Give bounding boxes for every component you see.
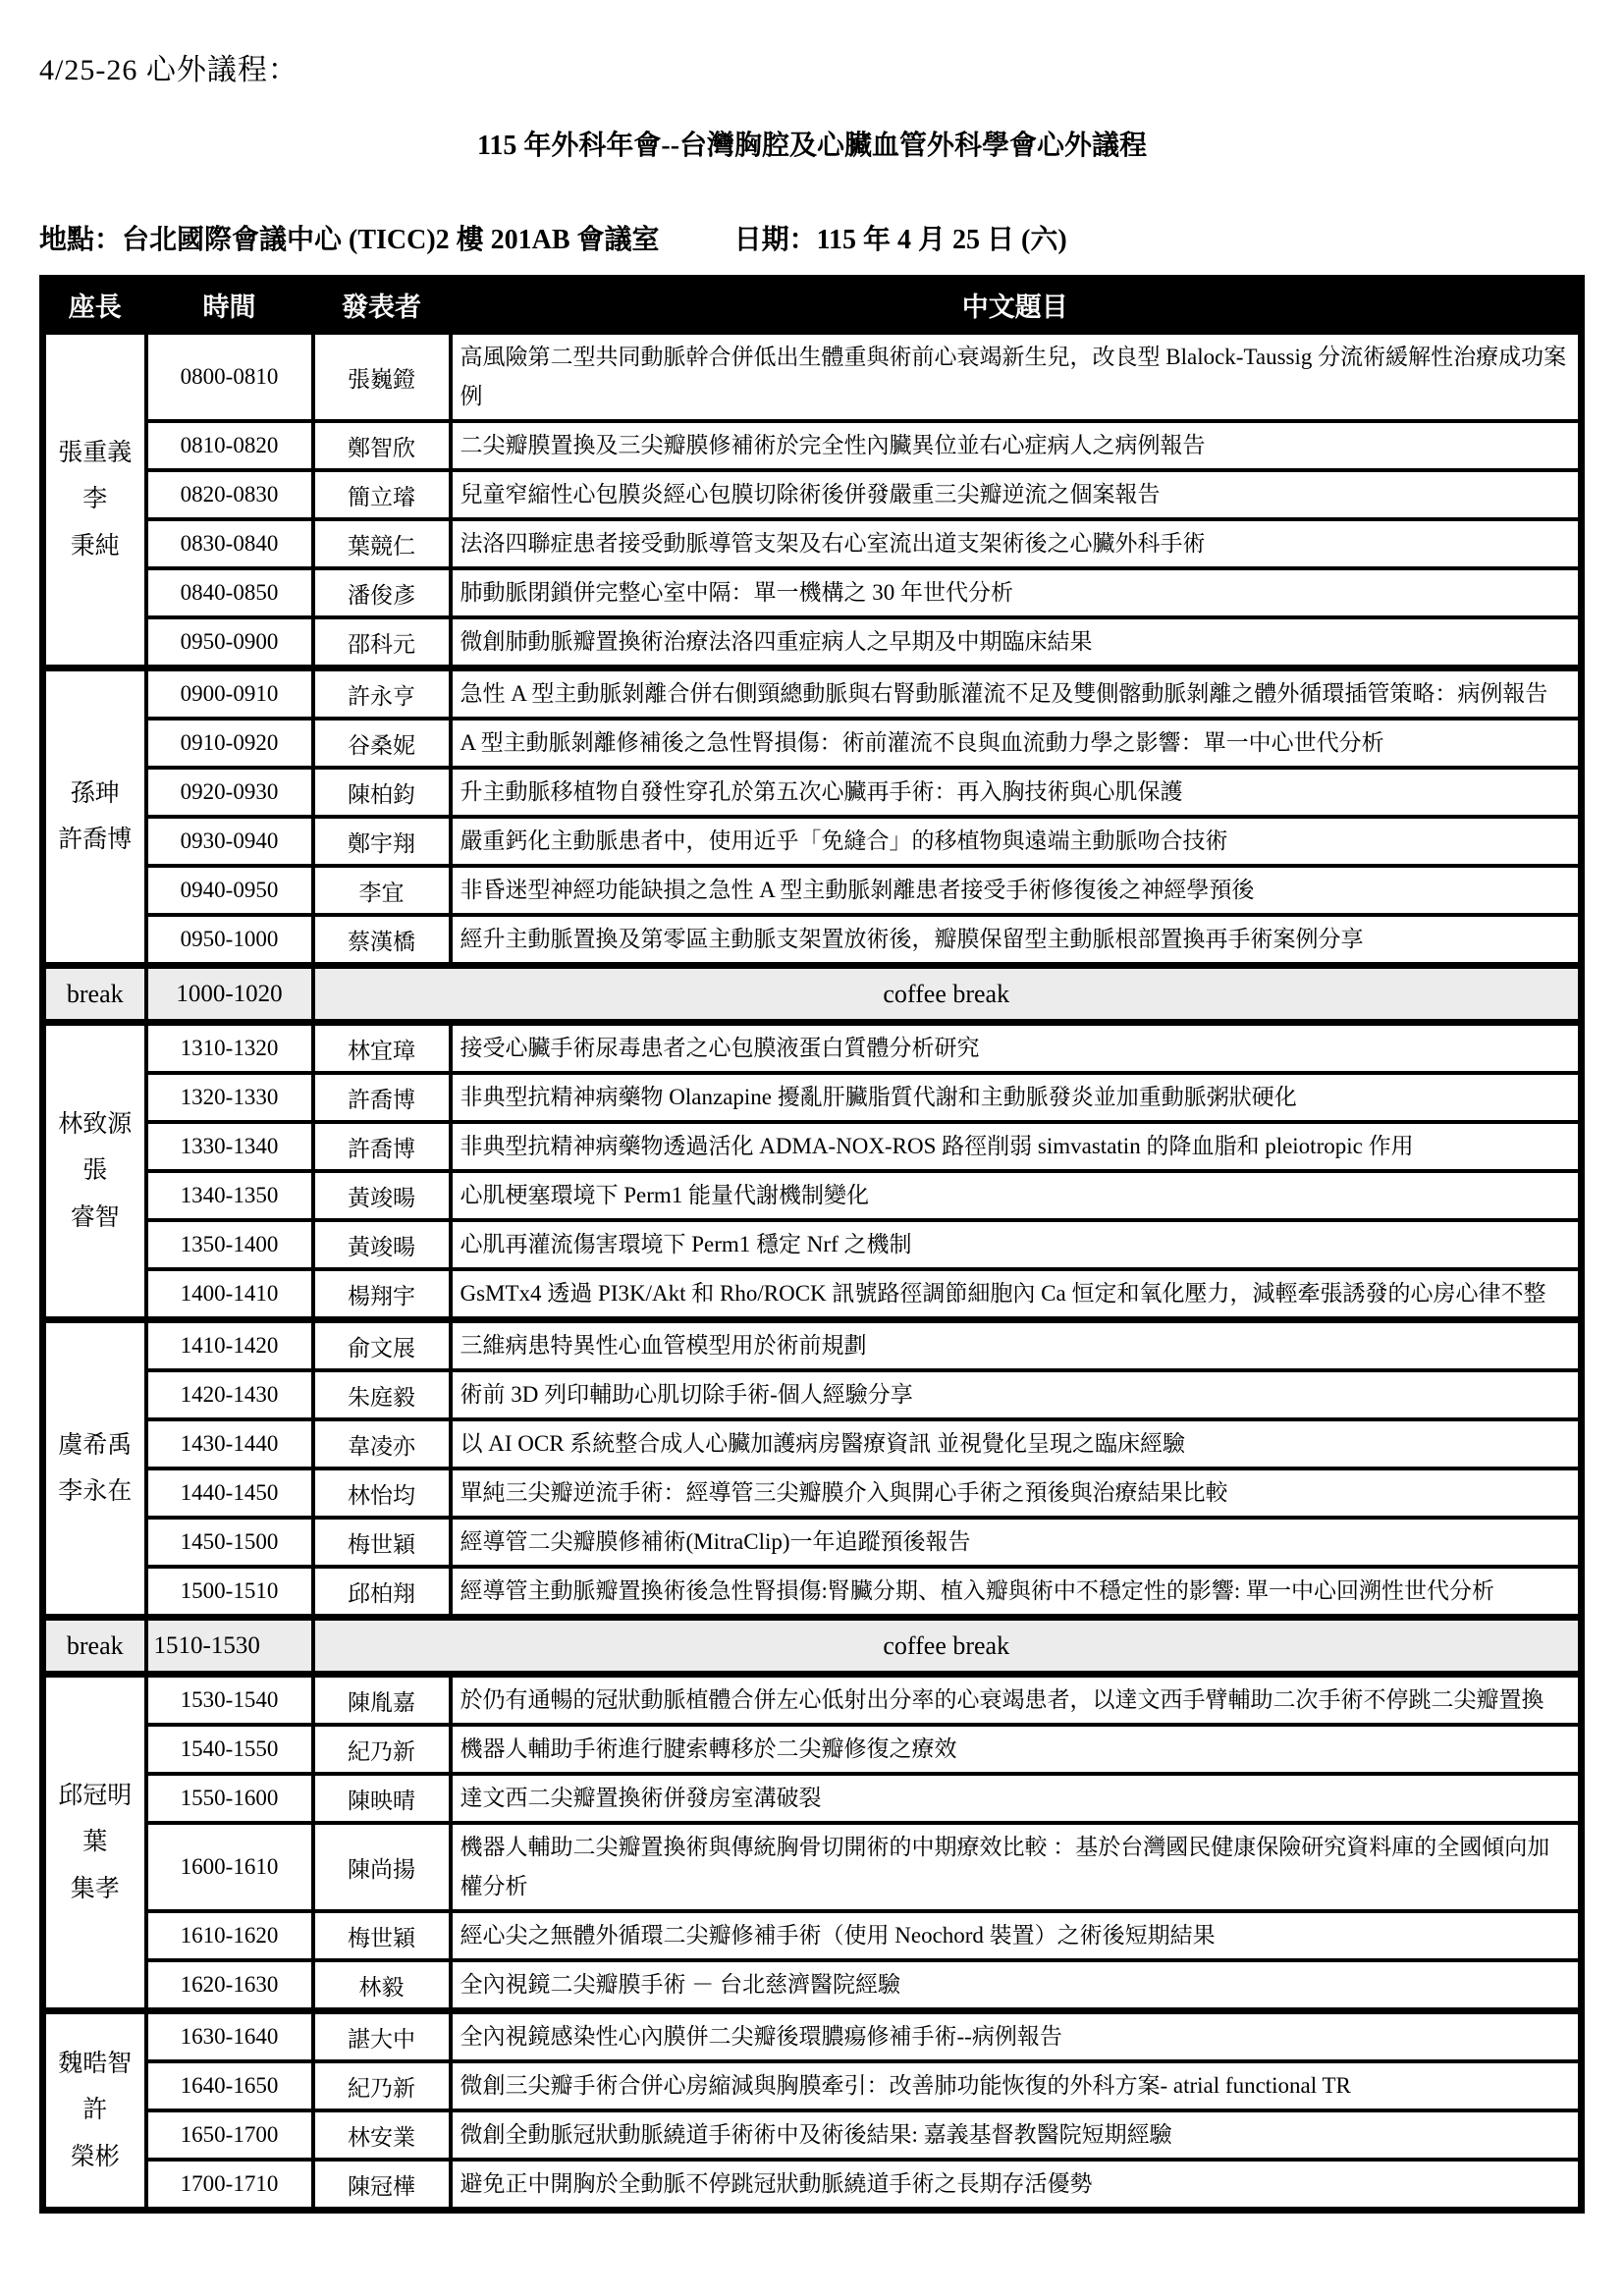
time-cell: 1630-1640 — [146, 2011, 313, 2062]
break-row — [43, 966, 1582, 1023]
session-row — [43, 768, 1582, 817]
topic-cell: 心肌梗塞環境下 Perm1 能量代謝機制變化 — [451, 1171, 1582, 1220]
topic-cell: 三維病患特異性心血管模型用於術前規劃 — [451, 1320, 1582, 1371]
presenter-cell: 邵科元 — [313, 617, 451, 668]
time-cell: 1600-1610 — [146, 1823, 313, 1911]
presenter-cell: 紀乃新 — [313, 1725, 451, 1774]
chair-name-line: 李永在 — [58, 1478, 133, 1505]
presenter-cell: 陳胤嘉 — [313, 1675, 451, 1726]
presenter-cell: 諶大中 — [313, 2011, 451, 2062]
session-row — [43, 2011, 1582, 2062]
time-cell: 1650-1700 — [146, 2110, 313, 2160]
time-cell: 1500-1510 — [146, 1567, 313, 1618]
session-row — [43, 668, 1582, 720]
topic-cell: GsMTx4 透過 PI3K/Akt 和 Rho/ROCK 訊號路徑調節細胞內 Ca 恒定和氧化壓力，減輕牽張誘發的心房心律不整 — [451, 1269, 1582, 1320]
time-cell: 1530-1540 — [146, 1675, 313, 1726]
session-row — [43, 568, 1582, 617]
topic-cell: 術前 3D 列印輔助心肌切除手術-個人經驗分享 — [451, 1370, 1582, 1419]
session-row — [43, 866, 1582, 915]
session-row — [43, 1518, 1582, 1567]
session-row — [43, 1269, 1582, 1320]
topic-cell: 非昏迷型神經功能缺損之急性 A 型主動脈剝離患者接受手術修復後之神經學預後 — [451, 866, 1582, 915]
session-row — [43, 1073, 1582, 1122]
time-cell: 1330-1340 — [146, 1122, 313, 1171]
chair-name-line: 榮彬 — [70, 2143, 120, 2170]
topic-cell: 經升主動脈置換及第零區主動脈支架置放術後，瓣膜保留型主動脈根部置換再手術案例分享 — [451, 915, 1582, 966]
presenter-cell: 林安業 — [313, 2110, 451, 2160]
time-cell: 1620-1630 — [146, 1960, 313, 2011]
topic-cell: 非典型抗精神病藥物透過活化 ADMA-NOX-ROS 路徑削弱 simvastatin 的降血脂和 pleiotropic 作用 — [451, 1122, 1582, 1171]
session-row — [43, 2160, 1582, 2211]
topic-cell: 心肌再灌流傷害環境下 Perm1 穩定 Nrf 之機制 — [451, 1220, 1582, 1269]
break-title-cell: coffee break — [313, 966, 1582, 1023]
chair-name-line: 邱冠明葉 — [58, 1782, 133, 1856]
topic-cell: 機器人輔助手術進行腱索轉移於二尖瓣修復之療效 — [451, 1725, 1582, 1774]
header-cell-topic: 中文題目 — [451, 279, 1582, 332]
topic-cell: 經心尖之無體外循環二尖瓣修補手術（使用 Neochord 裝置）之術後短期結果 — [451, 1911, 1582, 1960]
presenter-cell: 李宜 — [313, 866, 451, 915]
session-row — [43, 421, 1582, 470]
session-row — [43, 1774, 1582, 1823]
presenter-cell: 楊翔宇 — [313, 1269, 451, 1320]
session-row — [43, 1370, 1582, 1419]
chair-name-line: 集孝 — [70, 1875, 120, 1902]
time-cell: 0940-0950 — [146, 866, 313, 915]
chair-name-line: 睿智 — [70, 1203, 120, 1231]
topic-cell: 全內視鏡感染性心內膜併二尖瓣後環膿瘍修補手術--病例報告 — [451, 2011, 1582, 2062]
presenter-cell: 張巍鐙 — [313, 332, 451, 422]
top-note: 4/25-26 心外議程： — [39, 54, 298, 86]
table-header-row — [43, 279, 1582, 332]
break-time-cell: 1000-1020 — [146, 966, 313, 1023]
presenter-cell: 梅世穎 — [313, 1518, 451, 1567]
session-row — [43, 1960, 1582, 2011]
presenter-cell: 許永亨 — [313, 668, 451, 720]
session-row — [43, 617, 1582, 668]
header-cell-presenter: 發表者 — [313, 279, 451, 332]
page-title: 115 年外科年會--台灣胸腔及心臟血管外科學會心外議程 — [476, 131, 1148, 161]
topic-cell: 接受心臟手術尿毒患者之心包膜液蛋白質體分析研究 — [451, 1023, 1582, 1074]
time-cell: 0810-0820 — [146, 421, 313, 470]
break-time-cell: 1510-1530 — [146, 1618, 313, 1675]
time-cell: 1310-1320 — [146, 1023, 313, 1074]
presenter-cell: 許喬博 — [313, 1073, 451, 1122]
break-label-cell: break — [43, 966, 146, 1023]
session-row — [43, 2110, 1582, 2160]
time-cell: 1320-1330 — [146, 1073, 313, 1122]
chair-name-line: 秉純 — [70, 532, 120, 560]
time-cell: 0900-0910 — [146, 668, 313, 720]
topic-cell: 全內視鏡二尖瓣膜手術 － 台北慈濟醫院經驗 — [451, 1960, 1582, 2011]
session-row — [43, 1220, 1582, 1269]
session-row — [43, 2061, 1582, 2110]
time-cell: 1400-1410 — [146, 1269, 313, 1320]
topic-cell: 經導管二尖瓣膜修補術(MitraClip)一年追蹤預後報告 — [451, 1518, 1582, 1567]
chair-cell — [43, 1675, 146, 2011]
topic-cell: 以 AI OCR 系統整合成人心臟加護病房醫療資訊 並視覺化呈現之臨床經驗 — [451, 1419, 1582, 1468]
presenter-cell: 潘俊彥 — [313, 568, 451, 617]
time-cell: 1440-1450 — [146, 1468, 313, 1518]
session-row — [43, 1675, 1582, 1726]
session-row — [43, 332, 1582, 422]
presenter-cell: 蔡漢橋 — [313, 915, 451, 966]
topic-cell: 達文西二尖瓣置換術併發房室溝破裂 — [451, 1774, 1582, 1823]
topic-cell: A 型主動脈剝離修補後之急性腎損傷：術前灌流不良與血流動力學之影響：單一中心世代分析 — [451, 719, 1582, 768]
session-row — [43, 1468, 1582, 1518]
presenter-cell: 黃竣暘 — [313, 1171, 451, 1220]
session-row — [43, 519, 1582, 568]
topic-cell: 肺動脈閉鎖併完整心室中隔：單一機構之 30 年世代分析 — [451, 568, 1582, 617]
time-cell: 1540-1550 — [146, 1725, 313, 1774]
presenter-cell: 陳柏鈞 — [313, 768, 451, 817]
session-row — [43, 1320, 1582, 1371]
chair-name-line: 魏晧智許 — [58, 2050, 133, 2124]
topic-cell: 二尖瓣膜置換及三尖瓣膜修補術於完全性內臟異位並右心症病人之病例報告 — [451, 421, 1582, 470]
time-cell: 1340-1350 — [146, 1171, 313, 1220]
topic-cell: 非典型抗精神病藥物 Olanzapine 擾亂肝臟脂質代謝和主動脈發炎並加重動脈粥狀硬化 — [451, 1073, 1582, 1122]
chair-name-line: 林致源張 — [58, 1110, 133, 1185]
agenda-table-body — [43, 332, 1582, 2211]
time-cell: 0950-0900 — [146, 617, 313, 668]
time-cell: 1410-1420 — [146, 1320, 313, 1371]
topic-cell: 法洛四聯症患者接受動脈導管支架及右心室流出道支架術後之心臟外科手術 — [451, 519, 1582, 568]
session-row — [43, 1911, 1582, 1960]
presenter-cell: 黃竣暘 — [313, 1220, 451, 1269]
topic-cell: 微創全動脈冠狀動脈繞道手術術中及術後結果: 嘉義基督教醫院短期經驗 — [451, 2110, 1582, 2160]
presenter-cell: 梅世穎 — [313, 1911, 451, 1960]
meta-line — [39, 218, 1585, 257]
topic-cell: 避免正中開胸於全動脈不停跳冠狀動脈繞道手術之長期存活優勢 — [451, 2160, 1582, 2211]
topic-cell: 微創三尖瓣手術合併心房縮減與胸膜牽引：改善肺功能恢復的外科方案- atrial functional TR — [451, 2061, 1582, 2110]
date-text: 日期：115 年 4 月 25 日 (六) — [733, 225, 1067, 255]
session-row — [43, 1171, 1582, 1220]
time-cell: 1640-1650 — [146, 2061, 313, 2110]
chair-cell — [43, 668, 146, 966]
presenter-cell: 邱柏翔 — [313, 1567, 451, 1618]
presenter-cell: 鄭宇翔 — [313, 817, 451, 866]
topic-cell: 急性 A 型主動脈剝離合併右側頸總動脈與右腎動脈灌流不足及雙側髂動脈剝離之體外循環插管策略：病例報告 — [451, 668, 1582, 720]
time-cell: 0930-0940 — [146, 817, 313, 866]
time-cell: 1420-1430 — [146, 1370, 313, 1419]
time-cell: 0910-0920 — [146, 719, 313, 768]
header-cell-chair: 座長 — [43, 279, 146, 332]
presenter-cell: 葉競仁 — [313, 519, 451, 568]
topic-cell: 微創肺動脈瓣置換術治療法洛四重症病人之早期及中期臨床結果 — [451, 617, 1582, 668]
presenter-cell: 林宜璋 — [313, 1023, 451, 1074]
chair-name-line: 許喬博 — [58, 827, 133, 853]
time-cell: 1350-1400 — [146, 1220, 313, 1269]
topic-cell: 嚴重鈣化主動脈患者中，使用近乎「免縫合」的移植物與遠端主動脈吻合技術 — [451, 817, 1582, 866]
session-row — [43, 817, 1582, 866]
time-cell: 0800-0810 — [146, 332, 313, 422]
chair-cell — [43, 332, 146, 668]
presenter-cell: 韋凌亦 — [313, 1419, 451, 1468]
break-title-cell: coffee break — [313, 1618, 1582, 1675]
venue-text: 地點：台北國際會議中心 (TICC)2 樓 201AB 會議室 — [39, 225, 660, 255]
chair-cell — [43, 2011, 146, 2211]
presenter-cell: 簡立璿 — [313, 470, 451, 519]
time-cell: 1550-1600 — [146, 1774, 313, 1823]
time-cell: 0820-0830 — [146, 470, 313, 519]
session-row — [43, 470, 1582, 519]
time-cell: 1450-1500 — [146, 1518, 313, 1567]
presenter-cell: 鄭智欣 — [313, 421, 451, 470]
chair-name-line: 孫珅 — [70, 779, 120, 807]
break-row — [43, 1618, 1582, 1675]
session-row — [43, 1823, 1582, 1911]
header-cell-time: 時間 — [146, 279, 313, 332]
topic-cell: 兒童窄縮性心包膜炎經心包膜切除術後併發嚴重三尖瓣逆流之個案報告 — [451, 470, 1582, 519]
presenter-cell: 林毅 — [313, 1960, 451, 2011]
time-cell: 1700-1710 — [146, 2160, 313, 2211]
presenter-cell: 谷桑妮 — [313, 719, 451, 768]
chair-name-line: 虞希禹 — [58, 1431, 133, 1459]
session-row — [43, 719, 1582, 768]
chair-cell — [43, 1023, 146, 1320]
session-row — [43, 1023, 1582, 1074]
topic-cell: 高風險第二型共同動脈幹合併低出生體重與術前心衰竭新生兒，改良型 Blalock-Taussig 分流術緩解性治療成功案例 — [451, 332, 1582, 422]
session-row — [43, 1567, 1582, 1618]
chair-cell — [43, 1320, 146, 1618]
session-row — [43, 915, 1582, 966]
presenter-cell: 紀乃新 — [313, 2061, 451, 2110]
time-cell: 0920-0930 — [146, 768, 313, 817]
break-label-cell: break — [43, 1618, 146, 1675]
presenter-cell: 俞文展 — [313, 1320, 451, 1371]
session-row — [43, 1122, 1582, 1171]
session-row — [43, 1419, 1582, 1468]
time-cell: 0830-0840 — [146, 519, 313, 568]
presenter-cell: 陳尚揚 — [313, 1823, 451, 1911]
topic-cell: 單純三尖瓣逆流手術：經導管三尖瓣膜介入與開心手術之預後與治療結果比較 — [451, 1468, 1582, 1518]
session-row — [43, 1725, 1582, 1774]
topic-cell: 升主動脈移植物自發性穿孔於第五次心臟再手術：再入胸技術與心肌保護 — [451, 768, 1582, 817]
time-cell: 0950-1000 — [146, 915, 313, 966]
time-cell: 1610-1620 — [146, 1911, 313, 1960]
time-cell: 1430-1440 — [146, 1419, 313, 1468]
presenter-cell: 許喬博 — [313, 1122, 451, 1171]
presenter-cell: 陳映晴 — [313, 1774, 451, 1823]
time-cell: 0840-0850 — [146, 568, 313, 617]
topic-cell: 經導管主動脈瓣置換術後急性腎損傷:腎臟分期、植入瓣與術中不穩定性的影響: 單一中心回溯性世代分析 — [451, 1567, 1582, 1618]
presenter-cell: 林怡均 — [313, 1468, 451, 1518]
agenda-table — [39, 275, 1585, 2214]
topic-cell: 機器人輔助二尖瓣置換術與傳統胸骨切開術的中期療效比較 ：基於台灣國民健康保險研究資料庫的全國傾向加權分析 — [451, 1823, 1582, 1911]
chair-name-line: 張重義李 — [58, 439, 133, 513]
presenter-cell: 朱庭毅 — [313, 1370, 451, 1419]
presenter-cell: 陳冠樺 — [313, 2160, 451, 2211]
topic-cell: 於仍有通暢的冠狀動脈植體合併左心低射出分率的心衰竭患者，以達文西手臂輔助二次手術不停跳二尖瓣置換 — [451, 1675, 1582, 1726]
